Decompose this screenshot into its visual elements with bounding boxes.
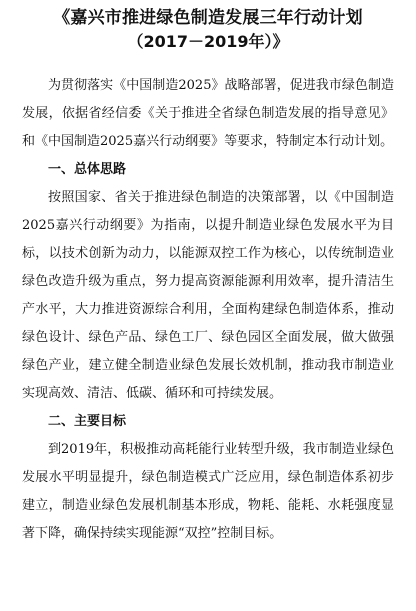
document-subtitle: （2017－2019年）》: [127, 32, 289, 51]
document-title: 《嘉兴市推进绿色制造发展三年行动计划: [53, 8, 363, 28]
section-heading-main-goals: 二、主要目标: [48, 414, 127, 429]
section-body-main-goals: 到2019年，积极推动高耗能行业转型升级，我市制造业绿色发展水平明显提升，绿色制造模式广泛应用，绿色制造体系初步建立，制造业绿色发展机制基本形成，物耗、能耗、水耗强度显著下降，确保持续实现能源“双控”控制目标。: [22, 442, 394, 541]
intro-paragraph: 为贯彻落实《中国制造2025》战略部署，促进我市绿色制造发展，依据省经信委《关于推进全省绿色制造发展的指导意见》和《中国制造2025嘉兴行动纲要》等要求，特制定本行动计划。: [22, 78, 394, 149]
section-body-overall-approach: 按照国家、省关于推进绿色制造的决策部署，以《中国制造2025嘉兴行动纲要》为指南，以提升制造业绿色发展水平为目标，以技术创新为动力，以能源双控工作为核心，以传统制造业绿色改造升级为重点，努力提高资源能源利用效率，提升清洁生产水平，大力推进资源综合利用，全面构建绿色制造体系，推动绿色设计、绿色产品、绿色工厂、绿色园区全面发展，做大做强绿色产业，建立健全制造业绿色发展长效机制，推动我市制造业实现高效、清洁、低碳、循环和可持续发展。: [22, 190, 394, 401]
section-heading-overall-approach: 一、总体思路: [48, 162, 127, 177]
